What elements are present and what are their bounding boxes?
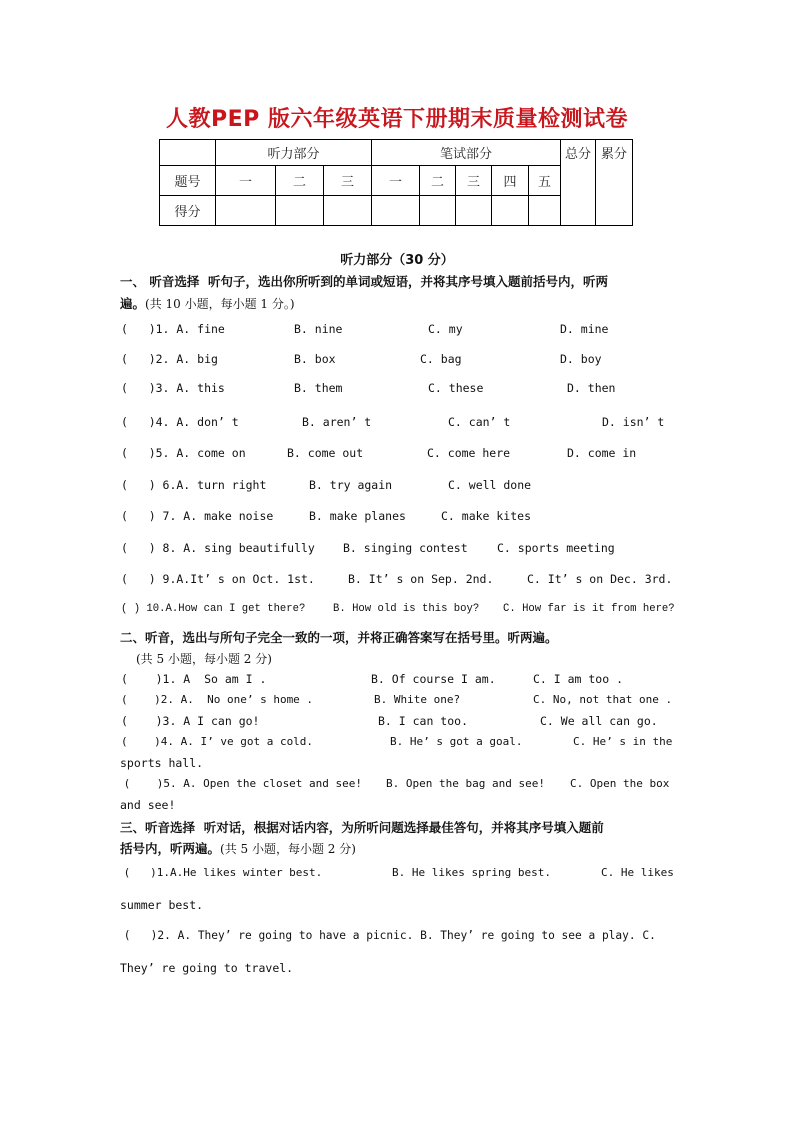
writing-col-1: 一: [372, 166, 420, 196]
score-cell[interactable]: [324, 196, 372, 226]
score-cell[interactable]: [529, 196, 561, 226]
part1-header-line2: 遍。(共 10 小题，每小题 1 分。): [120, 296, 295, 311]
listening-col-3: 三: [324, 166, 372, 196]
section-title: 听力部分（30 分）: [340, 253, 454, 268]
writing-col-2: 二: [420, 166, 456, 196]
score-cell[interactable]: [216, 196, 276, 226]
row-label-number: 题号: [160, 166, 216, 196]
score-table: [159, 139, 633, 226]
listening-header: 听力部分: [216, 140, 372, 166]
score-cell[interactable]: [456, 196, 492, 226]
total-header: 总分: [561, 140, 596, 226]
part3-question: ( )2. A. They’ re going to have a picnic. B. They’ re going to see a play. C.: [117, 929, 656, 942]
part3-continuation: summer best.: [120, 898, 204, 912]
part3-continuation: They’ re going to travel.: [120, 961, 294, 975]
score-cell[interactable]: [420, 196, 456, 226]
writing-header: 笔试部分: [372, 140, 561, 166]
corner-cell: [160, 140, 216, 166]
part3-header: 三、听音选择 听对话，根据对话内容，为所听问题选择最佳答句，并将其序号填入题前: [120, 820, 604, 835]
row-label-score: 得分: [160, 196, 216, 226]
listening-col-2: 二: [276, 166, 324, 196]
part1-header: 一、 听音选择 听句子，选出你所听到的单词或短语，并将其序号填入题前括号内，听两: [120, 274, 609, 289]
writing-col-3: 三: [456, 166, 492, 196]
score-cell[interactable]: [492, 196, 529, 226]
listening-col-1: 一: [216, 166, 276, 196]
part3-header-line2: 括号内，听两遍。(共 5 小题，每小题 2 分): [120, 841, 356, 856]
part2-note: (共 5 小题，每小题 2 分): [136, 652, 272, 666]
cumulative-header: 累分: [596, 140, 633, 226]
writing-col-4: 四: [492, 166, 529, 196]
score-cell[interactable]: [276, 196, 324, 226]
writing-col-5: 五: [529, 166, 561, 196]
score-cell[interactable]: [372, 196, 420, 226]
part2-continuation: sports hall.: [120, 756, 204, 770]
exam-title: 人教PEP 版六年级英语下册期末质量检测试卷: [166, 107, 628, 132]
part2-continuation: and see!: [120, 798, 176, 812]
part2-header: 二、听音，选出与所句子完全一致的一项，并将正确答案写在括号里。听两遍。: [120, 630, 558, 645]
